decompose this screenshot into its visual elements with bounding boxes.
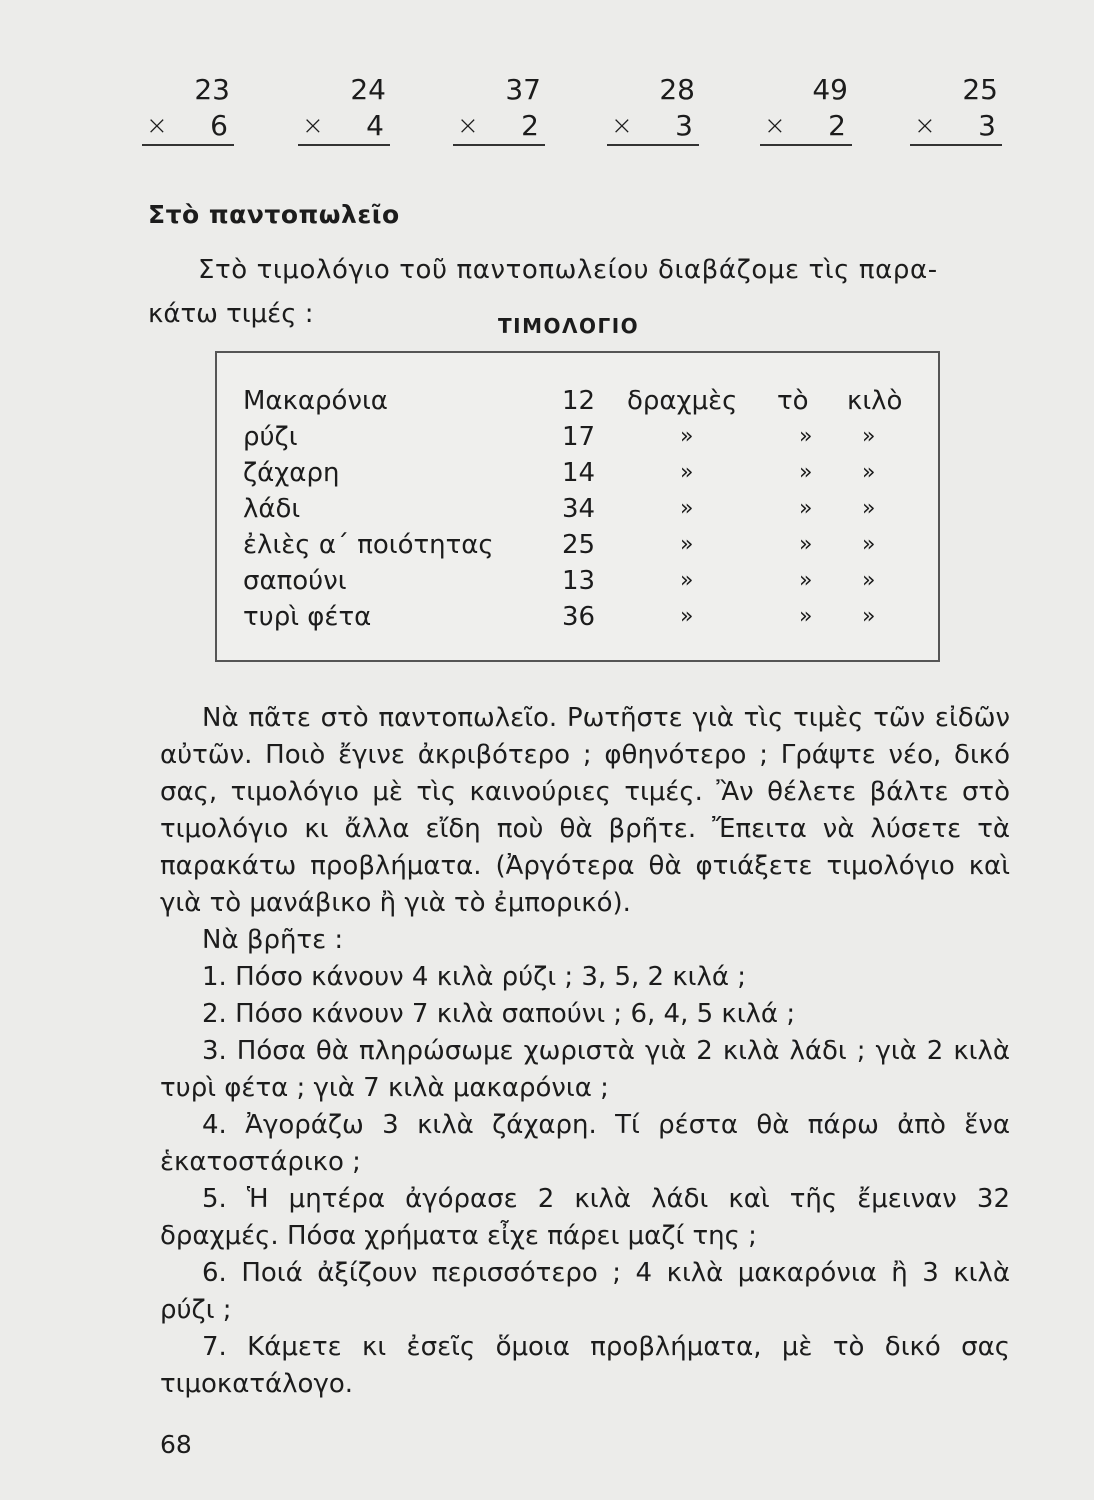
multiplicand: 28 bbox=[659, 73, 695, 106]
multiplication-exercise bbox=[298, 72, 390, 146]
ditto-mark: » bbox=[680, 532, 694, 557]
times-sign: × bbox=[457, 111, 479, 141]
times-sign: × bbox=[146, 111, 168, 141]
multiplication-exercise bbox=[607, 72, 699, 146]
ditto-mark: » bbox=[799, 424, 813, 449]
times-sign: × bbox=[611, 111, 633, 141]
ditto-mark: » bbox=[862, 424, 876, 449]
ditto-mark: » bbox=[680, 604, 694, 629]
exercise-text bbox=[160, 700, 1010, 1403]
item-price: 14 bbox=[562, 458, 596, 488]
multiplication-exercise bbox=[910, 72, 1002, 146]
problem-1: 1. Πόσο κάνουν 4 κιλὰ ρύζι ; 3, 5, 2 κιλά ; bbox=[202, 962, 747, 992]
price-row bbox=[217, 383, 938, 419]
multiplication-exercise bbox=[142, 72, 234, 146]
price-row bbox=[217, 419, 938, 455]
item-name: Μακαρόνια bbox=[243, 386, 388, 416]
ditto-mark: » bbox=[862, 532, 876, 557]
price-row bbox=[217, 527, 938, 563]
problem-2: 2. Πόσο κάνουν 7 κιλὰ σαπούνι ; 6, 4, 5 κιλά ; bbox=[202, 999, 796, 1029]
item-price: 25 bbox=[562, 530, 596, 560]
problem-3: 3. Πόσα θὰ πληρώσωμε χωριστὰ γιὰ 2 κιλὰ λάδι ; γιὰ 2 κιλὰ τυρὶ φέτα ; γιὰ 7 κιλὰ μακαρόνια ; bbox=[160, 1036, 1010, 1103]
ditto-mark: » bbox=[799, 532, 813, 557]
price-list-title: ΤΙΜΟΛΟΓΙΟ bbox=[498, 314, 640, 338]
ditto-mark: » bbox=[799, 604, 813, 629]
instructions-paragraph: Νὰ πᾶτε στὸ παντοπωλεῖο. Ρωτῆστε γιὰ τὶς τιμὲς τῶν εἰδῶν αὐτῶν. Ποιὸ ἔγινε ἀκριβότερο ; φθηνότερο ; Γράψτε νέο, δικό σας, τιμολόγιο μὲ τὶς καινούριες τιμές. Ἂν θέλετε βάλτε στὸ τιμολόγιο κι ἄλλα εἴδη ποὺ θὰ βρῆτε. Ἔπειτα νὰ λύσετε τὰ παρακάτω προβλήματα. (Ἀργότερα θὰ φτιάξετε τιμολόγιο καὶ γιὰ τὸ μανάβικο ἢ γιὰ τὸ ἐμπορικό). bbox=[160, 703, 1010, 918]
ditto-mark: » bbox=[799, 568, 813, 593]
section-title: Στὸ παντοπωλεῖο bbox=[148, 200, 400, 229]
page-number: 68 bbox=[160, 1430, 192, 1459]
item-name: ἐλιὲς α΄ ποιότητας bbox=[243, 530, 494, 560]
problem-5: 5. Ἡ μητέρα ἀγόρασε 2 κιλὰ λάδι καὶ τῆς ἔμειναν 32 δραχμές. Πόσα χρήματα εἶχε πάρει μαζί της ; bbox=[160, 1184, 1010, 1251]
price-row bbox=[217, 599, 938, 635]
multiplication-exercise bbox=[760, 72, 852, 146]
multiplicand: 24 bbox=[350, 73, 386, 106]
item-name: ρύζι bbox=[243, 422, 298, 452]
item-name: ζάχαρη bbox=[243, 458, 340, 488]
multiplier: 3 bbox=[675, 109, 693, 142]
multiplier: 6 bbox=[210, 109, 228, 142]
price-row bbox=[217, 491, 938, 527]
unit-article: τὸ bbox=[777, 386, 809, 416]
ditto-mark: » bbox=[862, 568, 876, 593]
ditto-mark: » bbox=[862, 460, 876, 485]
multiplication-exercise bbox=[453, 72, 545, 146]
price-row bbox=[217, 563, 938, 599]
problem-4: 4. Ἀγοράζω 3 κιλὰ ζάχαρη. Τί ρέστα θὰ πάρω ἀπὸ ἕνα ἑκατοστάρικο ; bbox=[160, 1110, 1010, 1177]
ditto-mark: » bbox=[862, 604, 876, 629]
problem-6: 6. Ποιά ἀξίζουν περισσότερο ; 4 κιλὰ μακαρόνια ἢ 3 κιλὰ ρύζι ; bbox=[160, 1258, 1010, 1325]
item-price: 17 bbox=[562, 422, 596, 452]
multiplicand: 23 bbox=[194, 73, 230, 106]
ditto-mark: » bbox=[799, 460, 813, 485]
multiplicand: 25 bbox=[962, 73, 998, 106]
times-sign: × bbox=[764, 111, 786, 141]
multiplicand: 49 bbox=[812, 73, 848, 106]
times-sign: × bbox=[302, 111, 324, 141]
price-list-table bbox=[215, 351, 940, 662]
times-sign: × bbox=[914, 111, 936, 141]
intro-line-2: κάτω τιμές : bbox=[148, 299, 314, 329]
unit-per: κιλὸ bbox=[847, 386, 903, 416]
item-price: 13 bbox=[562, 566, 596, 596]
ditto-mark: » bbox=[799, 496, 813, 521]
multiplier: 2 bbox=[828, 109, 846, 142]
multiplicand: 37 bbox=[505, 73, 541, 106]
item-price: 12 bbox=[562, 386, 596, 416]
multiplier: 4 bbox=[366, 109, 384, 142]
multiplier: 3 bbox=[978, 109, 996, 142]
multiplier: 2 bbox=[521, 109, 539, 142]
intro-line-1: Στὸ τιμολόγιο τοῦ παντοπωλείου διαβάζομε τὶς παρα- bbox=[198, 255, 938, 285]
price-row bbox=[217, 455, 938, 491]
item-name: τυρὶ φέτα bbox=[243, 602, 372, 632]
ditto-mark: » bbox=[680, 424, 694, 449]
ditto-mark: » bbox=[680, 568, 694, 593]
problem-7: 7. Κάμετε κι ἐσεῖς ὅμοια προβλήματα, μὲ τὸ δικό σας τιμοκατάλογο. bbox=[160, 1332, 1010, 1399]
item-price: 34 bbox=[562, 494, 596, 524]
item-price: 36 bbox=[562, 602, 596, 632]
ditto-mark: » bbox=[680, 496, 694, 521]
ditto-mark: » bbox=[680, 460, 694, 485]
item-name: σαπούνι bbox=[243, 566, 347, 596]
item-name: λάδι bbox=[243, 494, 301, 524]
price-unit: δραχμὲς bbox=[627, 386, 738, 416]
find-label: Νὰ βρῆτε : bbox=[202, 925, 344, 955]
ditto-mark: » bbox=[862, 496, 876, 521]
